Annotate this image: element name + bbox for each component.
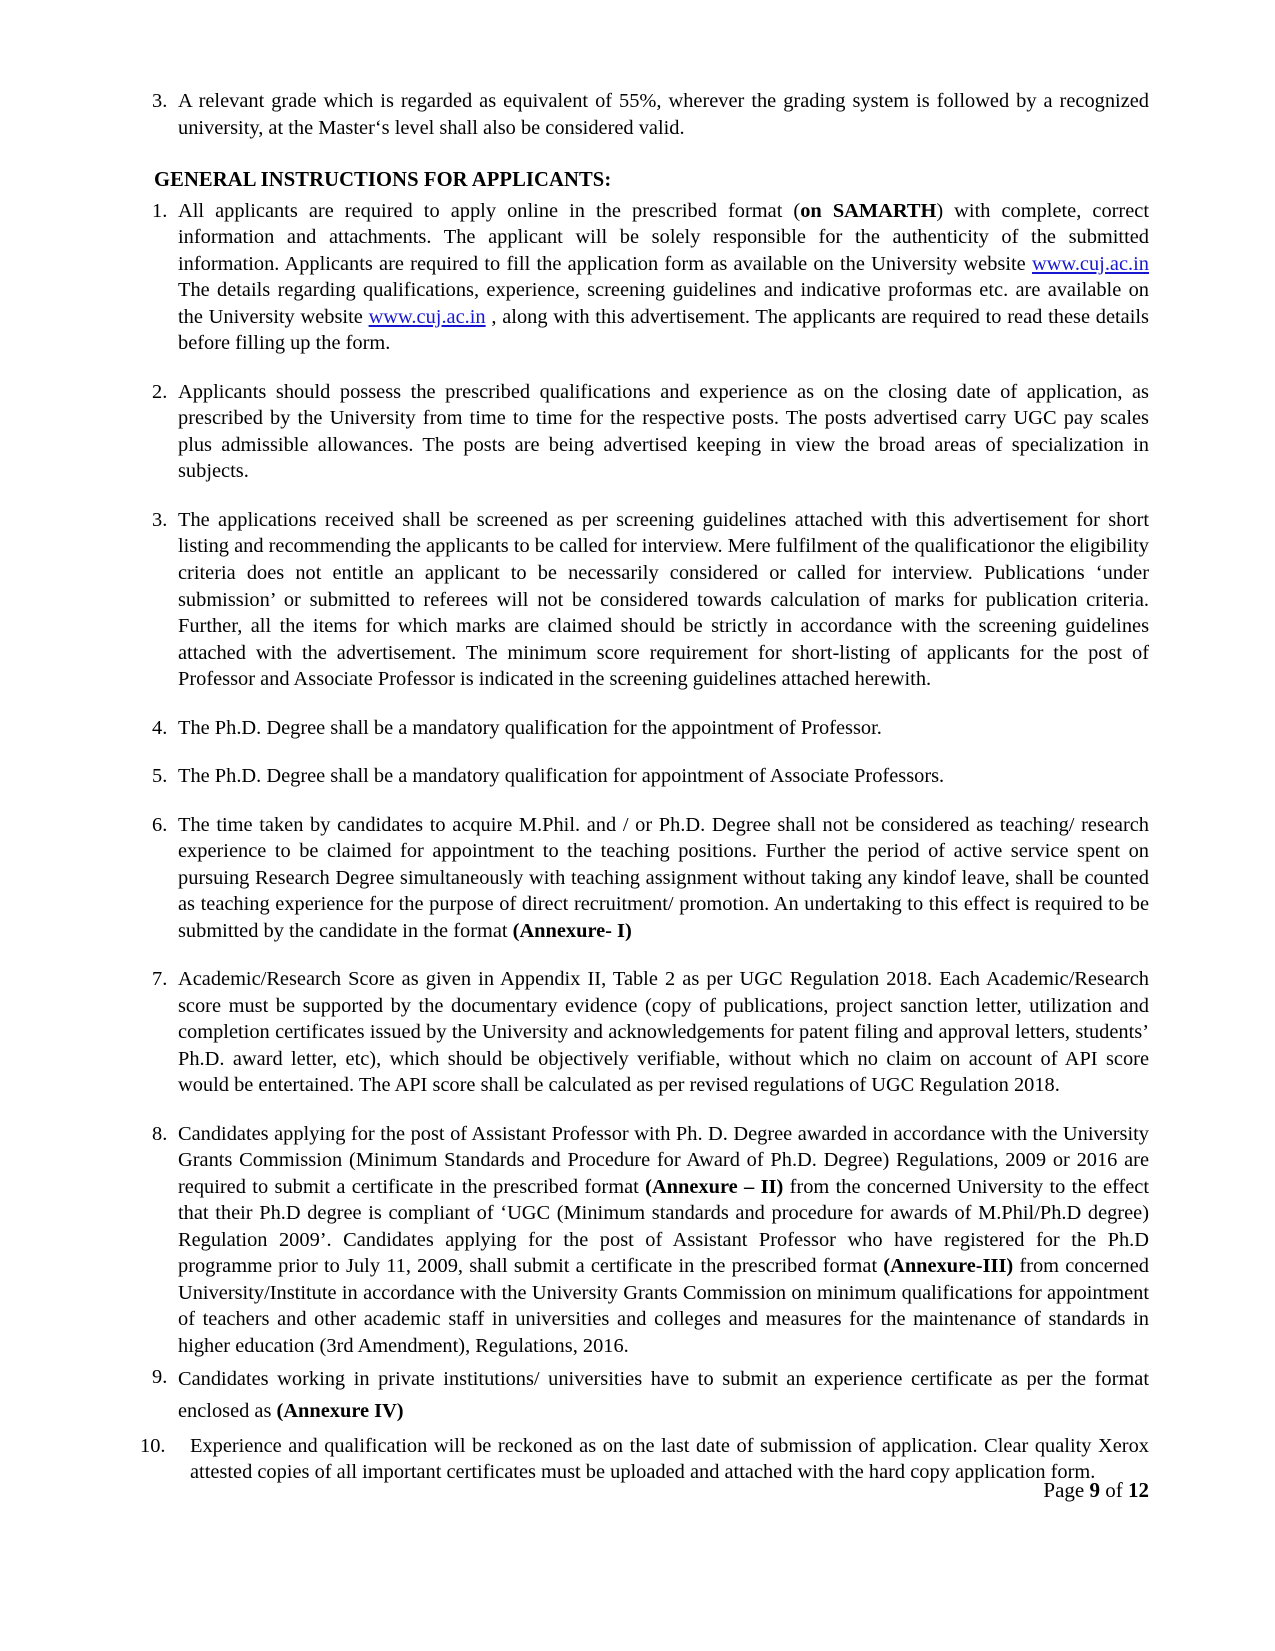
list-item-text: Experience and qualification will be reckoned as on the last date of submission of application. Clear quality Xerox attested copies of all important certificates must be uploaded and attached with the hard copy application form.: [190, 1434, 1149, 1484]
list-item: [140, 966, 1149, 1099]
section-heading: GENERAL INSTRUCTIONS FOR APPLICANTS:: [154, 169, 612, 192]
list-item-number: 1.: [152, 199, 168, 222]
list-item: [140, 198, 1149, 357]
bold-run: on SAMARTH: [800, 199, 937, 222]
list-item-text: [178, 1121, 1149, 1360]
list-item: [140, 1364, 1149, 1427]
list-item-number: 10.: [140, 1434, 166, 1457]
list-item: [140, 379, 1149, 485]
document-body: [140, 88, 1149, 1486]
list-item-text: [178, 812, 1149, 945]
text-run: from concerned University/Institute in accordance with the University Grants Commission on minimum qualifications for appointment of teachers and other academic staff in universities and colleges and measures for the maintenance of standards in higher education (3rd Amendment), Regulations, 2016.: [178, 1255, 1149, 1357]
university-website-link[interactable]: www.cuj.ac.in: [368, 305, 486, 328]
list-item-number: 7.: [152, 968, 168, 991]
annexure-reference: (Annexure IV): [276, 1400, 404, 1423]
annexure-reference: (Annexure- I): [512, 919, 632, 942]
text-run: Candidates working in private institutions/ universities have to submit an experience certificate as per the format enclosed as: [178, 1368, 1149, 1423]
list-item: [140, 507, 1149, 693]
list-item: [140, 715, 1149, 742]
list-item-number: 9.: [152, 1366, 168, 1389]
footer-total-pages: 12: [1128, 1478, 1149, 1502]
text-run: The time taken by candidates to acquire M.Phil. and / or Ph.D. Degree shall not be considered as teaching/ research experience to be claimed for appointment to the teaching positions. Further the period of active service spent on pursuing Research Degree simultaneously with teaching assignment without taking any kindof leave, shall be counted as teaching experience for the purpose of direct recruitment/ promotion. An undertaking to this effect is required to be submitted by the candidate in the format: [178, 813, 1149, 942]
list-item-text: The Ph.D. Degree shall be a mandatory qualification for appointment of Associate Professors.: [178, 765, 945, 788]
list-item-number: 6.: [152, 813, 168, 836]
list-item-number: 5.: [152, 765, 168, 788]
list-item-text: A relevant grade which is regarded as equivalent of 55%, wherever the grading system is followed by a recognized university, at the Master‘s level shall also be considered valid.: [178, 90, 1149, 139]
text-run: from the concerned University to the effect that their Ph.D degree is compliant of ‘UGC (Minimum standards and procedure for awards of M.Phil/Ph.D degree) Regulation 2009’. Candidates applying for the post of Assistant Professor who have registered for the Ph.D programme prior to July 11, 2009, shall submit a certificate in the prescribed format: [178, 1175, 1149, 1278]
list-item-number: 4.: [152, 716, 168, 739]
text-run: The details regarding qualifications, experience, screening guidelines and indicative proformas etc. are available on the University website: [178, 279, 1149, 328]
list-item: [140, 812, 1149, 945]
text-run: Candidates applying for the post of Assistant Professor with Ph. D. Degree awarded in accordance with the University Grants Commission (Minimum Standards and Procedure for Award of Ph.D. Degree) Regulations, 2009 or 2016 are required to submit a certificate in the prescribed format: [178, 1122, 1149, 1198]
list-item: [140, 763, 1149, 790]
list-item-text: Academic/Research Score as given in Appendix II, Table 2 as per UGC Regulation 2018. Each Academic/Research score must be supported by the documentary evidence (copy of publications, project sanction letter, utilization and completion certificates issued by the University and acknowledgements for patent filing and approval letters, students’ Ph.D. award letter, etc), which should be objectively verifiable, without which no claim on account of API score would be entertained. The API score shall be calculated as per revised regulations of UGC Regulation 2018.: [178, 968, 1149, 1097]
list-item: [140, 1121, 1149, 1360]
list-item-text: [178, 1364, 1149, 1427]
text-run: , along with this advertisement. The applicants are required to read these details before filling up the form.: [178, 305, 1149, 355]
list-item-text: [178, 198, 1149, 357]
list-item-text: Applicants should possess the prescribed qualifications and experience as on the closing date of application, as prescribed by the University from time to time for the respective posts. The posts advertised carry UGC pay scales plus admissible allowances. The posts are being advertised keeping in view the broad areas of specialization in subjects.: [178, 380, 1149, 483]
list-item-text: The applications received shall be screened as per screening guidelines attached with this advertisement for short listing and recommending the applicants to be called for interview. Mere fulfilment of the qualificationor the eligibility criteria does not entitle an applicant to be necessarily considered or called for interview. Publications ‘under submission’ or submitted to referees will not be considered towards calculation of marks for publication criteria. Further, all the items for which marks are claimed should be strictly in accordance with the screening guidelines attached with the advertisement. The minimum score requirement for short-listing of applicants for the post of Professor and Associate Professor is indicated in the screening guidelines attached herewith.: [178, 508, 1149, 691]
text-run: ) with complete, correct information and attachments. The applicant will be solely responsible for the authenticity of the submitted information. Applicants are required to fill the application form as available on the University website: [178, 199, 1149, 275]
footer-middle: of: [1100, 1478, 1128, 1502]
list-item-text: The Ph.D. Degree shall be a mandatory qualification for the appointment of Professor.: [178, 716, 882, 739]
list-item: [140, 1433, 1149, 1486]
list-item-number: 8.: [152, 1122, 168, 1145]
list-item-number: 3.: [152, 90, 168, 112]
text-run: All applicants are required to apply online in the prescribed format (: [178, 199, 801, 222]
annexure-reference: (Annexure – II): [645, 1175, 784, 1198]
list-item-number: 2.: [152, 380, 168, 403]
footer-page-number: 9: [1089, 1478, 1100, 1502]
university-website-link[interactable]: www.cuj.ac.in: [1031, 252, 1149, 275]
page-footer: [1043, 1478, 1149, 1503]
annexure-reference: (Annexure-III): [883, 1255, 1014, 1278]
list-item: [140, 88, 1149, 141]
footer-prefix: Page: [1043, 1478, 1090, 1502]
list-item-number: 3.: [152, 508, 168, 531]
